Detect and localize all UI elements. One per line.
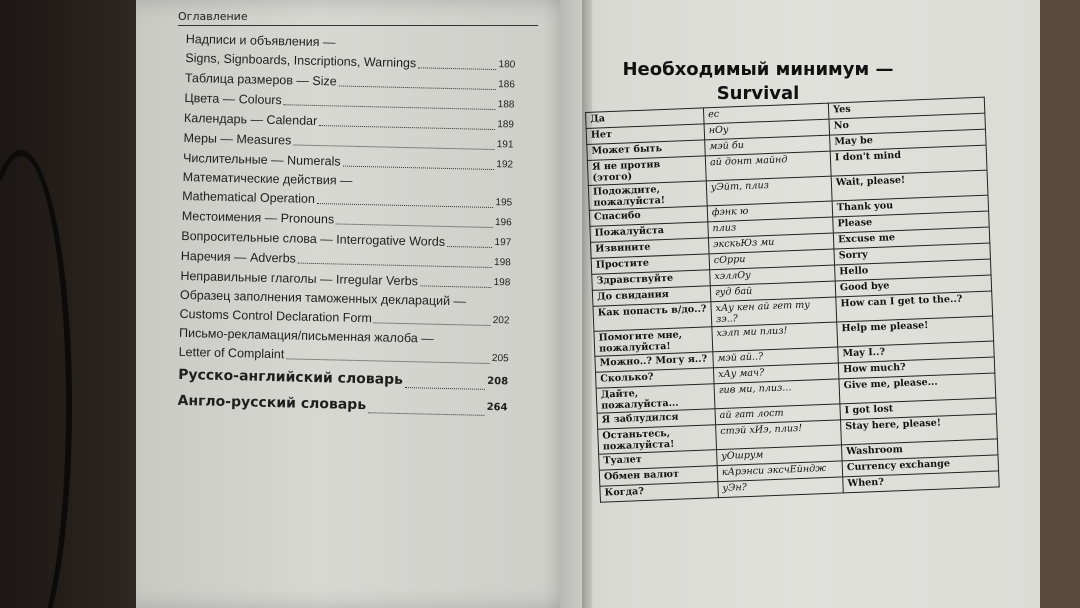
toc-entry-text: Русско-английский словарь: [177, 366, 404, 389]
toc-page-number: 192: [496, 159, 514, 171]
transcription-cell: кАрэнси эксчЕйндж: [717, 461, 843, 482]
russian-cell: Туалет: [599, 450, 717, 471]
toc-entry-line1: Надписи и объявления —: [185, 31, 336, 50]
english-cell: How much?: [838, 357, 994, 379]
transcription-cell: мэй би: [705, 135, 831, 156]
english-cell: No: [829, 113, 985, 135]
english-cell: May be: [830, 129, 986, 151]
english-cell: Currency exchange: [842, 455, 998, 477]
english-cell: Excuse me: [833, 227, 989, 249]
toc-page-number: 198: [493, 277, 511, 289]
book-gutter: [582, 0, 592, 608]
transcription-cell: ай гат лост: [715, 404, 841, 425]
english-cell: Hello: [835, 259, 991, 281]
english-cell: Wait, please!: [831, 170, 988, 201]
russian-cell: Подождите, пожалуйста!: [588, 181, 707, 211]
transcription-cell: хэллОу: [710, 265, 836, 286]
english-cell: Sorry: [834, 243, 990, 265]
title-line: Необходимый минимум —: [622, 59, 894, 80]
transcription-cell: фэнк ю: [707, 201, 833, 222]
english-cell: Stay here, please!: [841, 414, 998, 445]
toc-page-number: 205: [491, 353, 509, 365]
english-cell: Good bye: [835, 275, 991, 297]
toc-entry-text: Неправильные глаголы — Irregular Verbs: [180, 268, 419, 289]
english-cell: Please: [833, 211, 989, 233]
russian-cell: Обмен валют: [599, 466, 717, 487]
transcription-cell: гуд бай: [710, 281, 836, 302]
russian-cell: Здравствуйте: [592, 270, 710, 291]
toc-entry-text: Signs, Signboards, Inscriptions, Warnings: [185, 50, 417, 71]
transcription-cell: ай донт майнд: [705, 151, 831, 181]
toc-entry-text: Числительные — Numerals: [182, 150, 341, 169]
transcription-cell: ес: [703, 103, 829, 124]
transcription-cell: сОрри: [709, 249, 835, 270]
toc-page-number: 208: [487, 375, 509, 388]
russian-cell: Пожалуйста: [590, 222, 708, 243]
english-cell: Help me please!: [837, 316, 994, 347]
toc-entry-text: Customs Control Declaration Form: [179, 306, 373, 326]
toc-page-number: 180: [498, 59, 516, 71]
transcription-cell: мэй ай..?: [713, 347, 839, 368]
toc-entry-text: Mathematical Operation: [182, 188, 316, 206]
english-cell: I got lost: [840, 398, 996, 420]
english-cell: Give me, please...: [839, 373, 996, 404]
russian-cell: Останьтесь, пожалуйста!: [598, 425, 717, 455]
toc-entry-text: Англо-русский словарь: [177, 392, 367, 414]
english-cell: How can I get to the..?: [836, 291, 993, 322]
russian-cell: Помогите мне, пожалуйста!: [594, 327, 713, 357]
transcription-cell: экскьЮз ми: [708, 233, 834, 254]
toc-entry-line1: Математические действия —: [182, 169, 353, 188]
toc-page-number: 264: [486, 401, 508, 414]
toc-entry-text: Меры — Measures: [183, 130, 292, 148]
toc-page-number: 188: [497, 99, 515, 111]
transcription-cell: хАу мач?: [713, 363, 839, 384]
transcription-cell: стэй хИэ, плиз!: [716, 420, 842, 450]
toc-page-number: 191: [496, 139, 514, 151]
toc-entry-line1: Письмо-рекламация/письменная жалоба —: [178, 325, 434, 346]
toc-page-number: 198: [493, 257, 511, 269]
toc-page-number: 195: [495, 197, 513, 209]
toc-entry-text: Letter of Complaint: [178, 344, 285, 362]
russian-cell: Извините: [591, 238, 709, 259]
transcription-cell: гив ми, плиз...: [714, 379, 840, 409]
russian-cell: Спасибо: [589, 206, 707, 227]
phrase-section-title: [608, 58, 908, 106]
russian-cell: Простите: [591, 254, 709, 275]
russian-cell: Как попасть в/до..?: [593, 302, 712, 332]
russian-cell: Можно..? Могу я..?: [595, 352, 713, 373]
transcription-cell: хэлп ми плиз!: [712, 322, 838, 352]
toc-entry-text: Местоимения — Pronouns: [181, 208, 335, 227]
russian-cell: Нет: [586, 124, 704, 145]
toc-list: [177, 30, 516, 421]
russian-cell: Сколько?: [595, 368, 713, 389]
transcription-cell: нОу: [704, 119, 830, 140]
toc-entry-text: Наречия — Adverbs: [180, 248, 297, 266]
russian-cell: До свидания: [592, 286, 710, 307]
english-cell: Yes: [828, 97, 984, 119]
russian-cell: Может быть: [587, 140, 705, 161]
toc-entry-text: Календарь — Calendar: [183, 110, 318, 128]
english-cell: Thank you: [832, 195, 988, 217]
transcription-cell: плиз: [708, 217, 834, 238]
russian-cell: Да: [586, 108, 704, 129]
transcription-cell: уЭйт, плиз: [706, 176, 832, 206]
toc-entry-text: Таблица размеров — Size: [184, 70, 337, 89]
toc-page-number: 202: [492, 315, 510, 327]
russian-cell: Когда?: [600, 482, 718, 503]
toc-page-number: 197: [494, 237, 512, 249]
russian-cell: Я заблудился: [597, 409, 715, 430]
title-line: Survival: [716, 83, 800, 104]
english-cell: I don't mind: [830, 145, 987, 176]
phrase-table: [585, 97, 1000, 503]
toc-entry-line1: Образец заполнения таможенных деклараций —: [179, 287, 467, 309]
toc-entry-text: Цвета — Colours: [184, 90, 282, 108]
english-cell: When?: [843, 471, 999, 493]
toc-page-number: 196: [494, 217, 512, 229]
toc-entry-text: Вопросительные слова — Interrogative Words: [181, 228, 446, 249]
toc-page-number: 189: [497, 119, 515, 131]
russian-cell: Я не против (этого): [587, 156, 706, 186]
transcription-cell: хАу кен ай гет ту зэ..?: [711, 297, 837, 327]
transcription-cell: уОшрум: [716, 445, 842, 466]
transcription-cell: уЭн?: [718, 477, 844, 498]
english-cell: May I..?: [838, 341, 994, 363]
toc-page-number: 186: [498, 79, 515, 91]
russian-cell: Дайте, пожалуйста...: [596, 384, 715, 414]
toc-header: Оглавление: [178, 10, 538, 26]
cable: [0, 150, 72, 608]
english-cell: Washroom: [841, 439, 997, 461]
